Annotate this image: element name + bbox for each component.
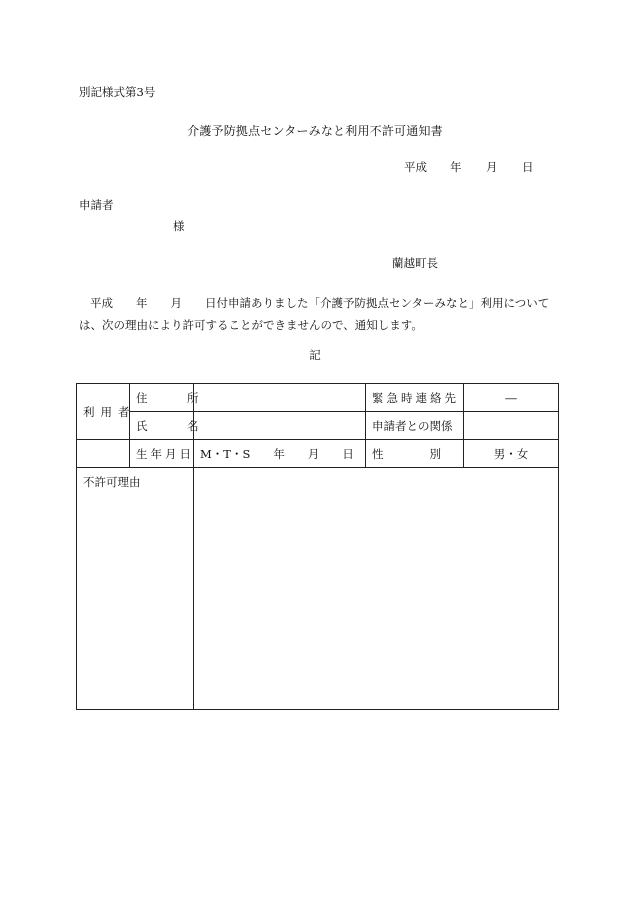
issuer-name: 蘭越町長 bbox=[392, 256, 438, 270]
table-row bbox=[77, 468, 559, 710]
gender-label: 性 別 bbox=[366, 440, 464, 468]
date-era: 平成 bbox=[404, 160, 427, 174]
notice-table bbox=[76, 383, 559, 710]
date-month-label: 月 bbox=[486, 160, 498, 174]
reason-value bbox=[194, 468, 559, 710]
name-label: 氏 名 bbox=[130, 412, 194, 440]
table-row bbox=[77, 440, 559, 468]
date-day-label: 日 bbox=[522, 160, 534, 174]
empty-cell bbox=[77, 440, 130, 468]
form-number: 別記様式第3号 bbox=[79, 85, 156, 99]
document-title: 介護予防拠点センターみなと利用不許可通知書 bbox=[187, 124, 443, 138]
notice-body bbox=[79, 292, 561, 336]
birthdate-value: M・T・S 年 月 日 bbox=[194, 440, 366, 468]
ki-heading: 記 bbox=[309, 348, 321, 362]
table-row bbox=[77, 384, 559, 412]
gender-value: 男・女 bbox=[464, 440, 559, 468]
name-value bbox=[194, 412, 366, 440]
table-row bbox=[77, 412, 559, 440]
applicant-honorific: 様 bbox=[173, 219, 185, 233]
birthdate-label: 生年月日 bbox=[130, 440, 194, 468]
address-value bbox=[194, 384, 366, 412]
notice-body-line-2: は、次の理由により許可することができませんので、通知します。 bbox=[79, 318, 423, 332]
date-line bbox=[404, 162, 534, 174]
emergency-contact-label: 緊急時連絡先 bbox=[366, 384, 464, 412]
relationship-label: 申請者との関係 bbox=[366, 412, 464, 440]
relationship-value bbox=[464, 412, 559, 440]
applicant-label: 申請者 bbox=[79, 198, 114, 212]
user-label: 利用者 bbox=[77, 384, 130, 440]
address-label: 住 所 bbox=[130, 384, 194, 412]
date-year-label: 年 bbox=[450, 160, 462, 174]
emergency-contact-value: ― bbox=[464, 384, 559, 412]
notice-body-line-1: 平成 年 月 日付申請ありました「介護予防拠点センターみなと」利用について bbox=[90, 296, 550, 310]
reason-label: 不許可理由 bbox=[77, 468, 194, 710]
